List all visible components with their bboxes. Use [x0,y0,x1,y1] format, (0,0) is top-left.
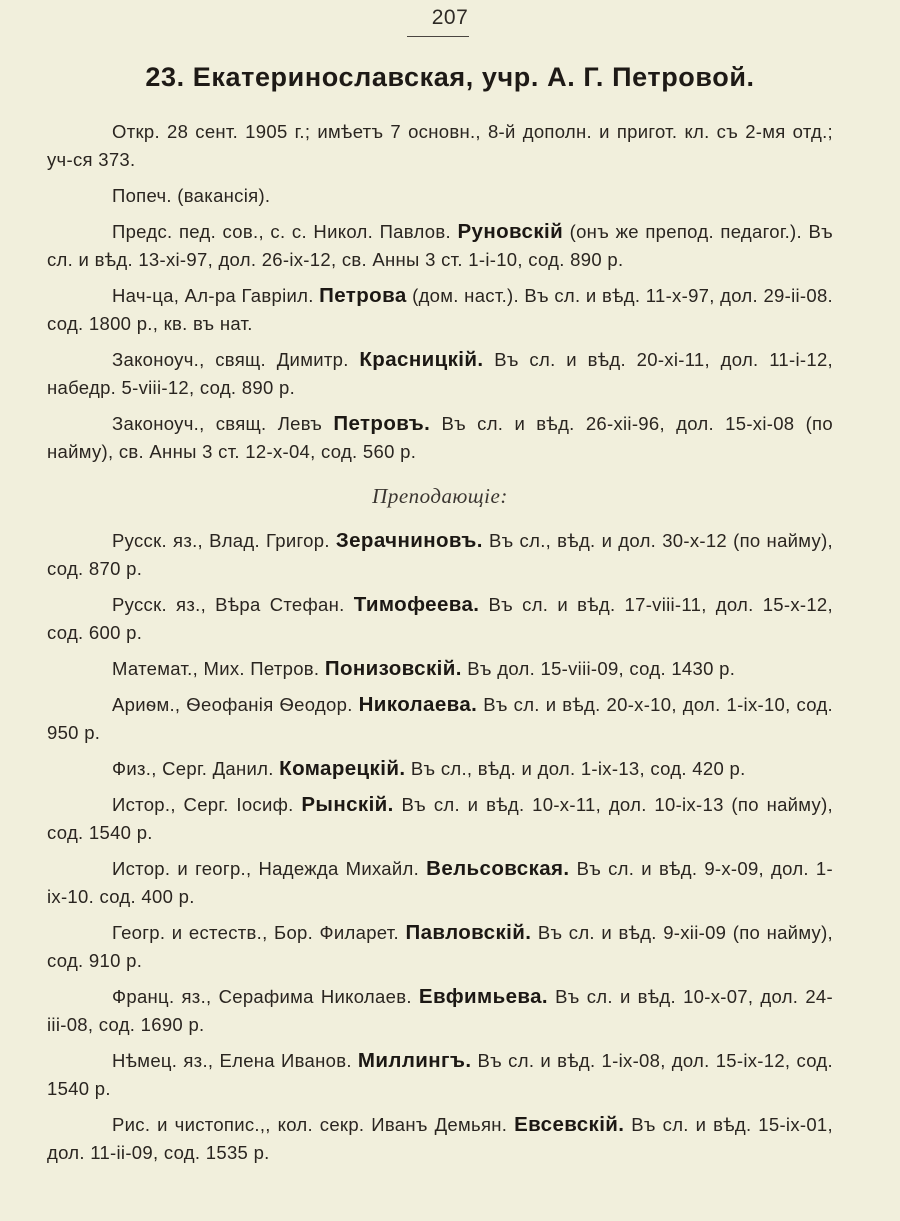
opening-info [47,118,833,174]
teacher-subject: Рис. и чистопис.,, кол. секр. Иванъ Демьян. [112,1114,508,1135]
teacher-details: Въ сл. и вѣд. 17-viii-11, дол. 15-x-12, сод. 600 р. [47,594,833,643]
teacher-entry [47,855,833,911]
teacher-details: Въ сл., вѣд. и дол. 30-x-12 (по найму), сод. 870 р. [47,530,833,579]
teacher-details: Въ сл. и вѣд. 1-ix-08, дол. 15-ix-12, сод. 1540 р. [47,1050,833,1099]
staff-entry [47,282,833,338]
teacher-subject: Физ., Серг. Данил. [112,758,274,779]
teacher-entry [47,527,833,583]
teacher-subject: Франц. яз., Серафима Николаев. [112,986,412,1007]
teacher-entry [47,983,833,1039]
staff-details: Въ сл. и вѣд. 26-xii-96, дол. 15-xi-08 (по найму), св. Анны 3 ст. 12-x-04, сод. 560 р. [47,413,833,462]
teacher-entry [47,919,833,975]
teacher-details: Въ сл., вѣд. и дол. 1-ix-13, сод. 420 р. [410,758,746,779]
staff-position: Нач-ца, Ал-ра Гавріил. [112,285,314,306]
teacher-details: Въ сл. и вѣд. 15-ix-01, дол. 11-ii-09, сод. 1535 р. [47,1114,833,1163]
teacher-subject: Математ., Мих. Петров. [112,658,320,679]
teacher-surname: Вельсовская. [426,857,570,880]
teacher-entry [47,655,833,683]
teacher-subject: Истор. и геогр., Надежда Михайл. [112,858,420,879]
teacher-subject: Русск. яз., Вѣра Стефан. [112,594,345,615]
teacher-subject: Истор., Серг. Іосиф. [112,794,294,815]
staff-entry [47,346,833,402]
staff-position: Законоуч., свящ. Левъ [112,413,323,434]
staff-entry [47,410,833,466]
teacher-details: Въ сл. и вѣд. 20-x-10, дол. 1-ix-10, сод. 950 р. [47,694,833,743]
teacher-surname: Тимофеева. [353,593,480,616]
staff-position: Предс. пед. сов., с. с. Никол. Павлов. [112,221,451,242]
teacher-surname: Комарецкій. [279,757,406,780]
page-number-rule [407,36,469,37]
teacher-subject: Ариѳм., Ѳеофанія Ѳеодор. [112,694,353,715]
teacher-surname: Понизовскій. [324,657,462,680]
teacher-surname: Евфимьева. [418,985,549,1008]
teacher-subject: Нѣмец. яз., Елена Иванов. [112,1050,352,1071]
teacher-details: Въ сл. и вѣд. 9-xii-09 (по найму), сод. 910 р. [47,922,833,971]
staff-surname: Руновскій [457,220,564,243]
teacher-subject: Геогр. и естеств., Бор. Филарет. [112,922,399,943]
staff-surname: Красницкій. [359,348,484,371]
teacher-details: Въ сл. и вѣд. 9-x-09, дол. 1-ix-10. сод. 400 р. [47,858,833,907]
staff-surname: Петрова [319,284,407,307]
teacher-surname: Павловскій. [405,921,532,944]
staff-position: Законоуч., свящ. Димитр. [112,349,349,370]
teacher-surname: Зерачниновъ. [335,529,483,552]
staff-surname: Петровъ. [333,412,431,435]
teacher-entry [47,1111,833,1167]
teacher-details: Въ сл. и вѣд. 10-x-11, дол. 10-ix-13 (по найму), сод. 1540 р. [47,794,833,843]
trustee-info-text: Попеч. (вакансія). [112,185,271,206]
staff-details: Въ сл. и вѣд. 20-xi-11, дол. 11-i-12, набедр. 5-viii-12, сод. 890 р. [47,349,833,398]
teacher-entry [47,1047,833,1103]
teachers-subheading: Преподающіе: [372,484,508,508]
staff-details: (онъ же препод. педагог.). Въ сл. и вѣд. 13-xi-97, дол. 26-ix-12, св. Анны 3 ст. 1-i-10, сод. 890 р. [47,221,833,270]
page-number: 207 [431,6,469,29]
trustee-info [47,182,833,210]
teacher-entry [47,591,833,647]
opening-info-text: Откр. 28 сент. 1905 г.; имѣетъ 7 основн., 8-й дополн. и пригот. кл. съ 2-мя отд.; уч-ся 373. [47,121,833,170]
teacher-surname: Николаева. [358,693,478,716]
teacher-entry [47,691,833,747]
staff-details: (дом. наст.). Въ сл. и вѣд. 11-x-97, дол. 29-ii-08. сод. 1800 р., кв. въ нат. [47,285,833,334]
teacher-surname: Миллингъ. [357,1049,472,1072]
teacher-surname: Евсевскій. [514,1113,625,1136]
section-heading: 23. Екатеринославская, учр. А. Г. Петровой. [145,62,755,92]
teacher-entry [47,755,833,783]
teacher-surname: Рынскій. [301,793,394,816]
teacher-subject: Русск. яз., Влад. Григор. [112,530,330,551]
entries-body [47,118,833,1175]
staff-entry [47,218,833,274]
teacher-entry [47,791,833,847]
teacher-details: Въ дол. 15-viii-09, сод. 1430 р. [467,658,736,679]
teacher-details: Въ сл. и вѣд. 10-x-07, дол. 24-iii-08, сод. 1690 р. [47,986,833,1035]
